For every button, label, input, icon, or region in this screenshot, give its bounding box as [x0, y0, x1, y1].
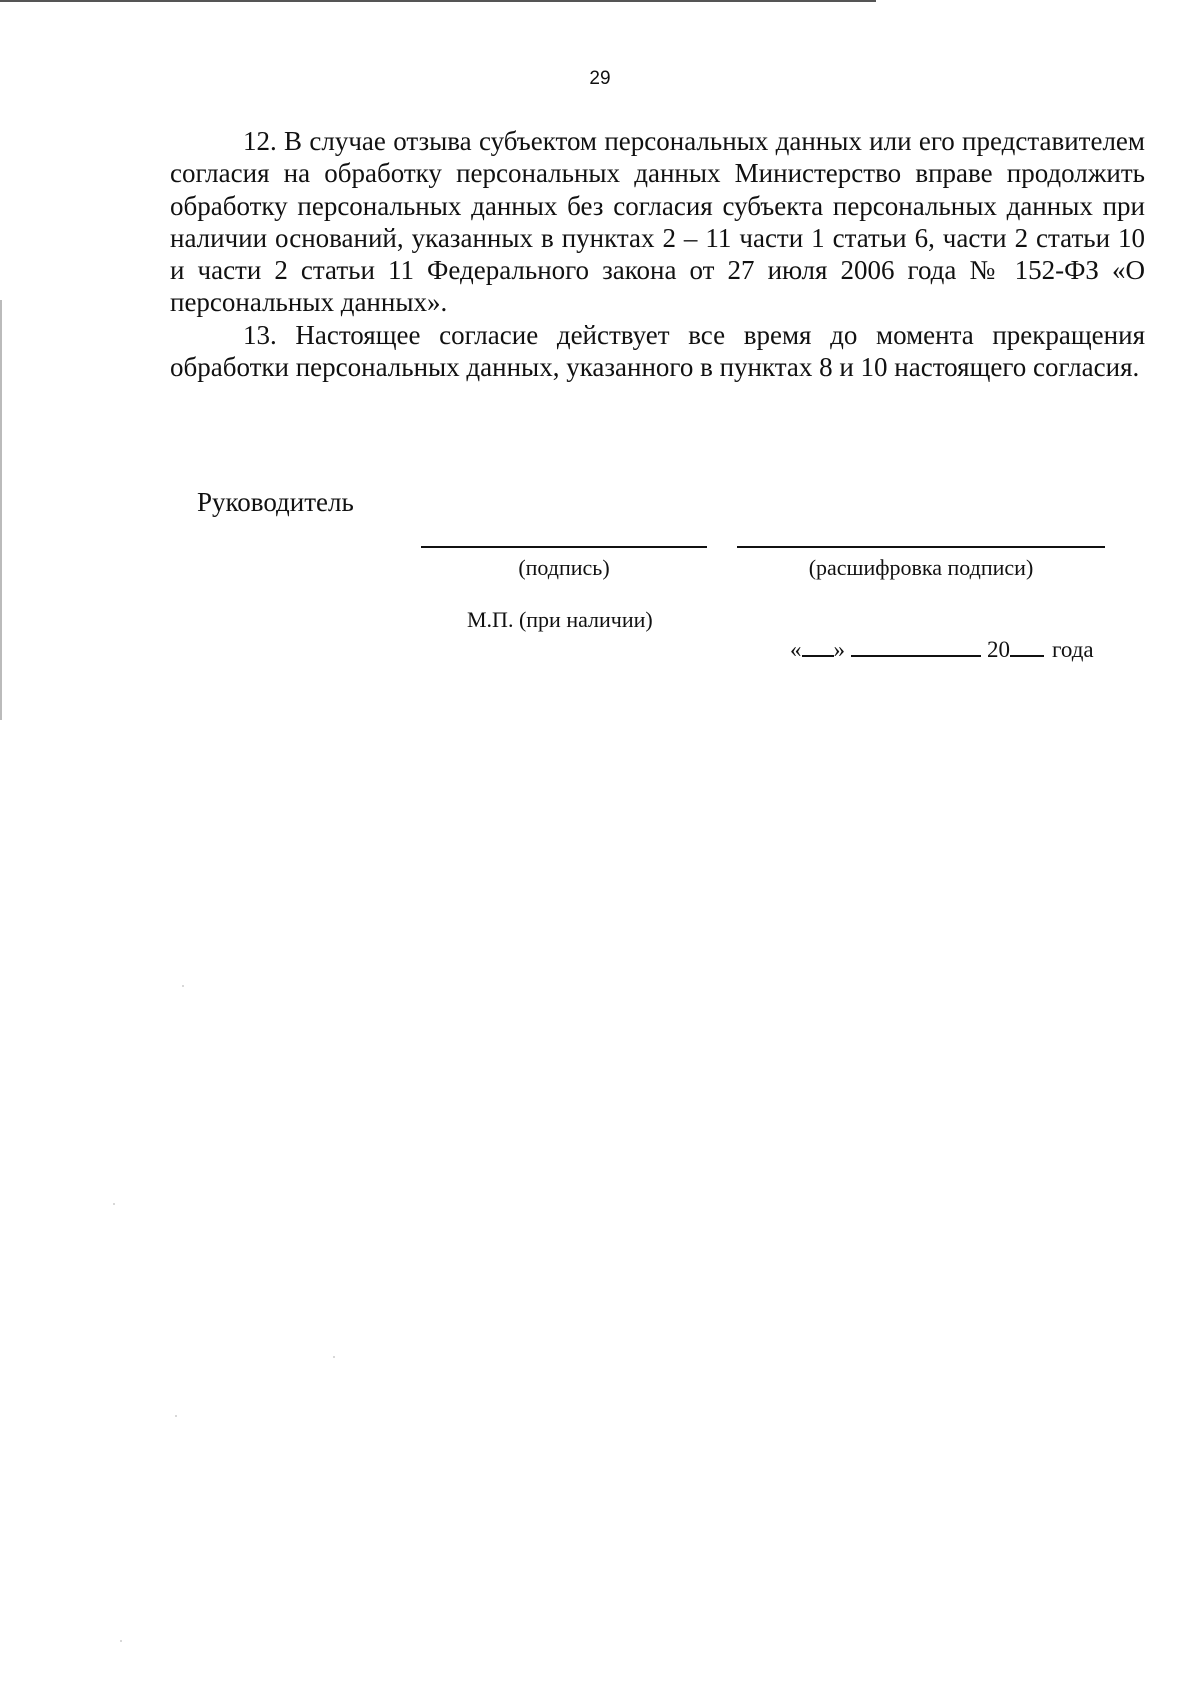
scan-edge-left: [0, 300, 2, 720]
year-blank: [1010, 635, 1044, 657]
date-close-quote: »: [833, 637, 845, 662]
scan-speck: [182, 985, 184, 987]
signature-line: [421, 546, 707, 548]
signature-decoding-line: [737, 546, 1105, 548]
signature-decoding-caption: (расшифровка подписи): [808, 555, 1034, 580]
scan-speck: [120, 1640, 122, 1642]
scan-speck: [113, 1203, 115, 1205]
date-open-quote: «: [790, 637, 802, 662]
day-blank: [802, 635, 834, 657]
scan-edge-top: [0, 0, 876, 2]
date-line: [790, 635, 1094, 663]
stamp-place-label: М.П. (при наличии): [467, 607, 653, 632]
position-title: Руководитель: [197, 487, 354, 517]
scan-speck: [333, 1356, 335, 1358]
paragraph-12: 12. В случае отзыва субъектом персональных данных или его представителем согласия на обработку персональных данных Министерство вправе продолжить обработку персональных данных без согласия субъекта персональных данных при наличии оснований, указанных в пунктах 2 – 11 части 1 статьи 6, части 2 статьи 10 и части 2 статьи 11 Федерального закона от 27 июля 2006 года № 152-ФЗ «О персональных данных».: [170, 126, 1145, 318]
page-number: 29: [589, 68, 611, 89]
document-body: [170, 125, 1145, 383]
year-word: года: [1052, 637, 1094, 662]
year-century: 20: [987, 637, 1010, 662]
scan-speck: [175, 1415, 177, 1417]
signature-caption: (подпись): [518, 555, 610, 580]
paragraph-13: 13. Настоящее согласие действует все время до момента прекращения обработки персональных данных, указанного в пунктах 8 и 10 настоящего согласия.: [170, 319, 1145, 383]
month-blank: [851, 635, 981, 657]
